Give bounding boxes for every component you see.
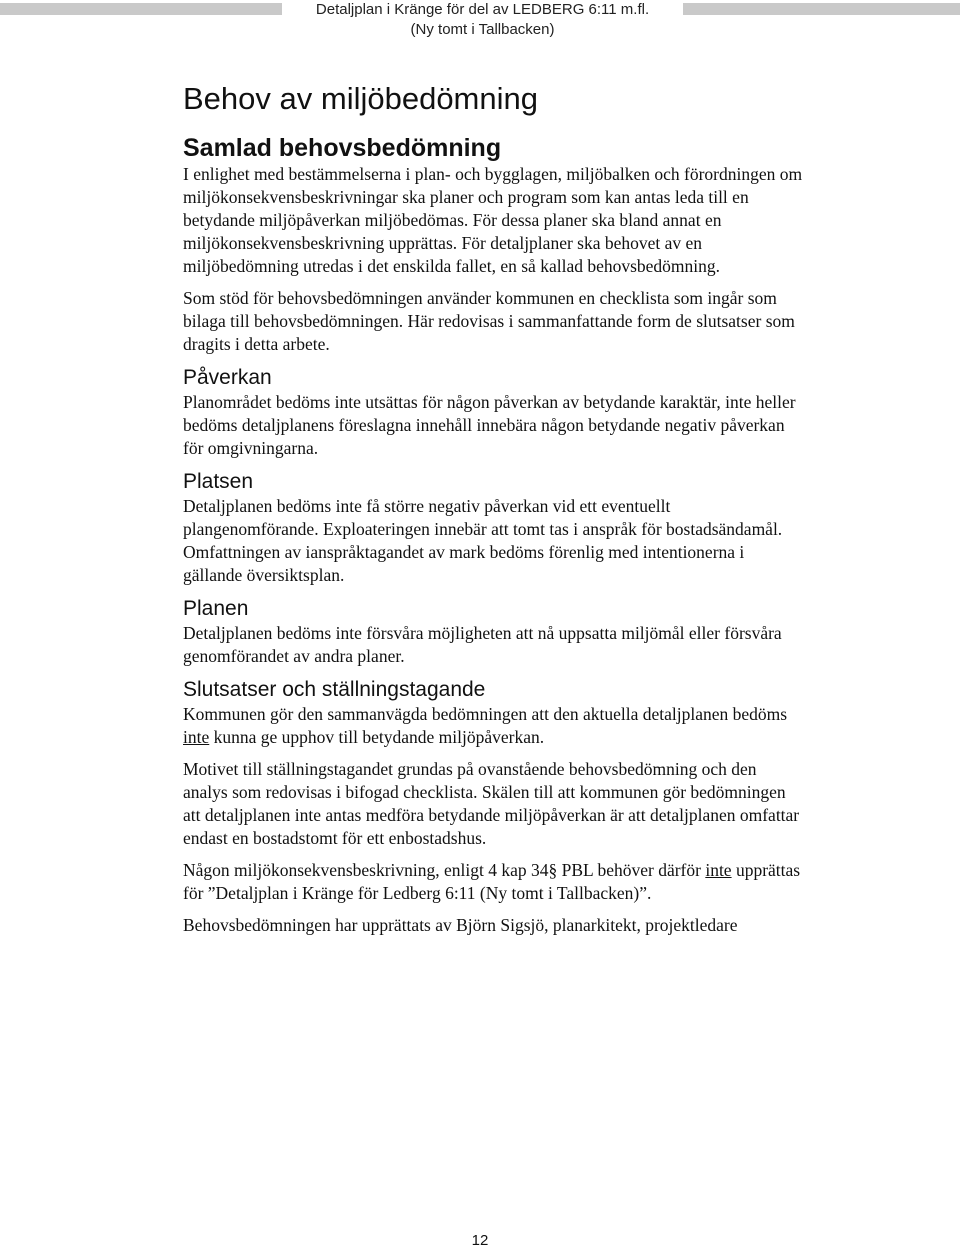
page-number: 12 [471,1232,489,1249]
section-heading-paverkan: Påverkan [183,366,272,389]
underlined-word: inte [183,727,210,747]
paragraph-platsen: Detaljplanen bedöms inte få större negativ påverkan vid ett eventuellt plangenomförande. Exploateringen innebär att tomt tas i anspråk för bostadsändamål. Omfattningen av ianspråktagandet av mark bedöms förenlig med intentionerna i gällande översiktsplan. [183,496,783,585]
underlined-word: inte [705,860,732,880]
paragraph-samlad-1: I enlighet med bestämmelserna i plan- och bygglagen, miljöbalken och förordningen om miljökonsekvensbeskrivningar ska planer och program som kan antas leda till en betydande miljöpåverkan miljöbedömas. För dessa planer ska bland annat en miljökonsekvensbeskrivning upprättas. För detaljplaner ska behovet av en miljöbedömning utredas i det enskilda fallet, en så kallad behovsbedömning. [183,164,803,276]
section-heading-slutsatser: Slutsatser och ställningstagande [183,678,486,701]
paragraph-samlad-2: Som stöd för behovsbedömningen använder kommunen en checklista som ingår som bilaga till behovsbedömningen. Här redovisas i sammanfattande form de slutsatser som dragits i detta arbete. [183,288,795,354]
running-header [282,0,683,40]
section-heading-samlad: Samlad behovsbedömning [183,134,502,162]
text-segment: Kommunen gör den sammanvägda bedömningen att den aktuella detaljplanen bedöms [183,704,788,724]
paragraph-slutsatser-2: Motivet till ställningstagandet grundas på ovanstående behovsbedömning och den analys som redovisas i bifogad checklista. Skälen till att kommunen gör bedömningen att detaljplanen inte antas medföra betydande miljöpåverkan är att detaljplanen omfattar endast en bostadstomt för ett enbostadshus. [183,759,800,848]
paragraph-slutsatser-4: Behovsbedömningen har upprättats av Björn Sigsjö, planarkitekt, projektledare [183,915,738,935]
section-heading-planen: Planen [183,597,249,620]
page-title: Behov av miljöbedömning [183,81,538,116]
running-header-line1: Detaljplan i Kränge för del av LEDBERG 6:11 m.fl. [315,1,650,18]
header-bar-right [683,3,960,15]
paragraph-paverkan: Planområdet bedöms inte utsättas för någon påverkan av betydande karaktär, inte heller bedöms detaljplanens föreslagna innehåll innebära någon betydande negativ påverkan för omgivningarna. [183,392,796,458]
header-bar-left [0,3,282,15]
running-header-line2: (Ny tomt i Tallbacken) [410,21,555,38]
paragraph-slutsatser-3 [183,859,803,905]
text-segment: kunna ge upphov till betydande miljöpåverkan. [209,727,545,747]
text-segment: upprättas för ”Detaljplan i Kränge för Ledberg 6:11 (Ny tomt i Tallbacken)”. [183,860,801,903]
section-heading-platsen: Platsen [183,470,254,493]
text-segment: Någon miljökonsekvensbeskrivning, enligt 4 kap 34§ PBL behöver därför [183,860,706,880]
paragraph-planen: Detaljplanen bedöms inte försvåra möjligheten att nå uppsatta miljömål eller försvåra genomförandet av andra planer. [183,623,782,666]
page-content [183,79,803,946]
paragraph-slutsatser-1 [183,703,803,749]
